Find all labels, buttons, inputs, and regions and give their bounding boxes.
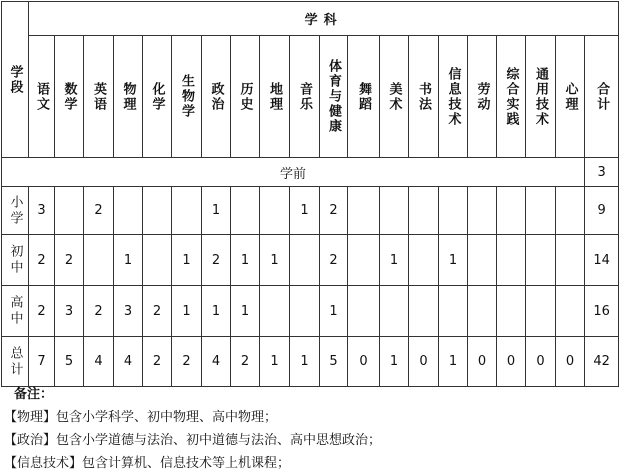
- value-cell: 1: [172, 235, 202, 286]
- value-cell: [348, 187, 380, 235]
- preschool-label: 学前: [279, 166, 306, 182]
- value-cell: 5: [320, 337, 348, 387]
- value-cell: 1: [260, 235, 290, 286]
- value-cell: 5: [55, 337, 84, 387]
- subject-name: 劳动: [474, 81, 490, 112]
- subject-name: 地理: [267, 81, 282, 112]
- subject-name: 信息技术: [445, 66, 461, 127]
- value-cell: 2: [320, 187, 348, 235]
- value-cell: 0: [409, 337, 439, 387]
- table-row: [2, 235, 619, 286]
- value-cell: [526, 235, 556, 286]
- value-cell: 42: [585, 337, 619, 387]
- stage-label: 总计: [7, 345, 23, 378]
- subject-header-cell: [320, 36, 348, 158]
- value-cell: 1: [114, 235, 143, 286]
- subject-header-cell: [526, 36, 556, 158]
- subject-header-cell: [439, 36, 468, 158]
- value-cell: 7: [29, 337, 55, 387]
- value-cell: [556, 286, 585, 337]
- value-cell: 1: [231, 286, 260, 337]
- value-cell: 4: [202, 337, 231, 387]
- subject-header-cell: [231, 36, 260, 158]
- preschool-total: 3: [597, 164, 606, 180]
- subject-header-cell: [202, 36, 231, 158]
- value-cell: [526, 286, 556, 337]
- subject-name: 历史: [237, 81, 253, 112]
- value-cell: [497, 286, 526, 337]
- value-cell: 3: [29, 187, 55, 235]
- value-cell: 2: [29, 235, 55, 286]
- value-cell: [497, 187, 526, 235]
- value-cell: 0: [556, 337, 585, 387]
- value-cell: 2: [143, 337, 172, 387]
- subject-name: 音乐: [297, 81, 312, 112]
- value-cell: 4: [84, 337, 114, 387]
- value-cell: [348, 286, 380, 337]
- value-cell: [468, 187, 497, 235]
- value-cell: [468, 235, 497, 286]
- subject-name: 书法: [416, 81, 431, 112]
- value-cell: 1: [172, 286, 202, 337]
- value-cell: 9: [585, 187, 619, 235]
- subject-header-cell: [468, 36, 497, 158]
- stage-cell: [2, 286, 29, 337]
- value-cell: [439, 187, 468, 235]
- subject-header-cell: [290, 36, 320, 158]
- value-cell: 16: [585, 286, 619, 337]
- value-cell: [380, 286, 409, 337]
- value-cell: [114, 187, 143, 235]
- notes-section: [2, 384, 598, 475]
- value-cell: 14: [585, 235, 619, 286]
- value-cell: 0: [497, 337, 526, 387]
- stage-label: 初中: [7, 244, 23, 276]
- stage-cell: [2, 235, 29, 286]
- value-cell: [348, 235, 380, 286]
- value-cell: 2: [84, 286, 114, 337]
- subject-hours-table: [1, 1, 619, 387]
- subject-name: 通用技术: [533, 66, 548, 127]
- value-cell: [143, 187, 172, 235]
- note-line-physics: 【物理】包含小学科学、初中物理、高中物理；: [4, 410, 278, 425]
- subject-header-cell: [497, 36, 526, 158]
- value-cell: 4: [114, 337, 143, 387]
- subject-header-cell: [556, 36, 585, 158]
- value-cell: [439, 286, 468, 337]
- subject-name: 心理: [562, 81, 578, 112]
- subject-name: 合计: [594, 81, 610, 112]
- value-cell: [143, 235, 172, 286]
- value-cell: [290, 235, 320, 286]
- subject-name: 政治: [208, 81, 224, 112]
- subject-name: 舞蹈: [356, 81, 371, 112]
- stage-header-cell: [2, 2, 29, 158]
- stage-cell: [2, 187, 29, 235]
- value-cell: [556, 235, 585, 286]
- value-cell: [290, 286, 320, 337]
- subject-name: 英语: [91, 81, 106, 112]
- stage-cell: [2, 337, 29, 387]
- value-cell: 1: [202, 286, 231, 337]
- value-cell: 3: [114, 286, 143, 337]
- value-cell: [55, 187, 84, 235]
- table-row: [2, 187, 619, 235]
- value-cell: 2: [29, 286, 55, 337]
- value-cell: 1: [439, 235, 468, 286]
- subject-header-cell: [260, 36, 290, 158]
- subject-header-cell: [585, 36, 619, 158]
- value-cell: [556, 187, 585, 235]
- subject-header-cell: [143, 36, 172, 158]
- value-cell: 1: [202, 187, 231, 235]
- subject-header-cell: [84, 36, 114, 158]
- subject-header-cell: [409, 36, 439, 158]
- note-line-it: 【信息技术】包含计算机、信息技术等上机课程；: [4, 456, 291, 471]
- value-cell: 2: [172, 337, 202, 387]
- subject-name: 数学: [61, 81, 77, 112]
- value-cell: 2: [202, 235, 231, 286]
- value-cell: 1: [439, 337, 468, 387]
- value-cell: 1: [380, 235, 409, 286]
- subject-name: 生物学: [179, 74, 194, 120]
- subject-name: 美术: [386, 81, 402, 112]
- subject-header-cell: [172, 36, 202, 158]
- subject-header-cell: [348, 36, 380, 158]
- value-cell: 1: [380, 337, 409, 387]
- subject-name: 语文: [34, 81, 49, 112]
- value-cell: 0: [468, 337, 497, 387]
- stage-label: 高中: [7, 295, 23, 327]
- subject-name: 体育与健康: [326, 59, 341, 135]
- note-line-politics: 【政治】包含小学道德与法治、初中道德与法治、高中思想政治；: [4, 433, 382, 448]
- value-cell: 1: [290, 337, 320, 387]
- preschool-label-cell: [2, 158, 585, 187]
- value-cell: 1: [320, 286, 348, 337]
- stage-header: 学段: [7, 64, 23, 95]
- value-cell: [260, 187, 290, 235]
- subject-header-cell: [114, 36, 143, 158]
- value-cell: 2: [84, 187, 114, 235]
- value-cell: [260, 286, 290, 337]
- subject-header-cell: [55, 36, 84, 158]
- value-cell: 3: [55, 286, 84, 337]
- table-row: [2, 337, 619, 387]
- value-cell: 1: [260, 337, 290, 387]
- stage-label: 小学: [7, 194, 23, 227]
- value-cell: [497, 235, 526, 286]
- value-cell: [409, 286, 439, 337]
- table-row: [2, 286, 619, 337]
- value-cell: [84, 235, 114, 286]
- value-cell: 0: [348, 337, 380, 387]
- subject-name: 物理: [120, 81, 136, 112]
- value-cell: [172, 187, 202, 235]
- subject-header-cell: [29, 36, 55, 158]
- value-cell: 1: [231, 235, 260, 286]
- value-cell: 1: [290, 187, 320, 235]
- subject-name: 化学: [149, 81, 165, 112]
- value-cell: [231, 187, 260, 235]
- value-cell: [409, 235, 439, 286]
- value-cell: 0: [526, 337, 556, 387]
- subject-header-label: 学科: [304, 13, 343, 29]
- value-cell: [409, 187, 439, 235]
- preschool-total-cell: [585, 158, 619, 187]
- subject-header: [29, 2, 619, 36]
- value-cell: 2: [143, 286, 172, 337]
- subject-name: 综合实践: [503, 66, 519, 127]
- value-cell: [380, 187, 409, 235]
- value-cell: 2: [231, 337, 260, 387]
- subject-header-cell: [380, 36, 409, 158]
- value-cell: [526, 187, 556, 235]
- value-cell: [468, 286, 497, 337]
- value-cell: 2: [55, 235, 84, 286]
- notes-title: 备注：: [14, 387, 54, 402]
- value-cell: 2: [320, 235, 348, 286]
